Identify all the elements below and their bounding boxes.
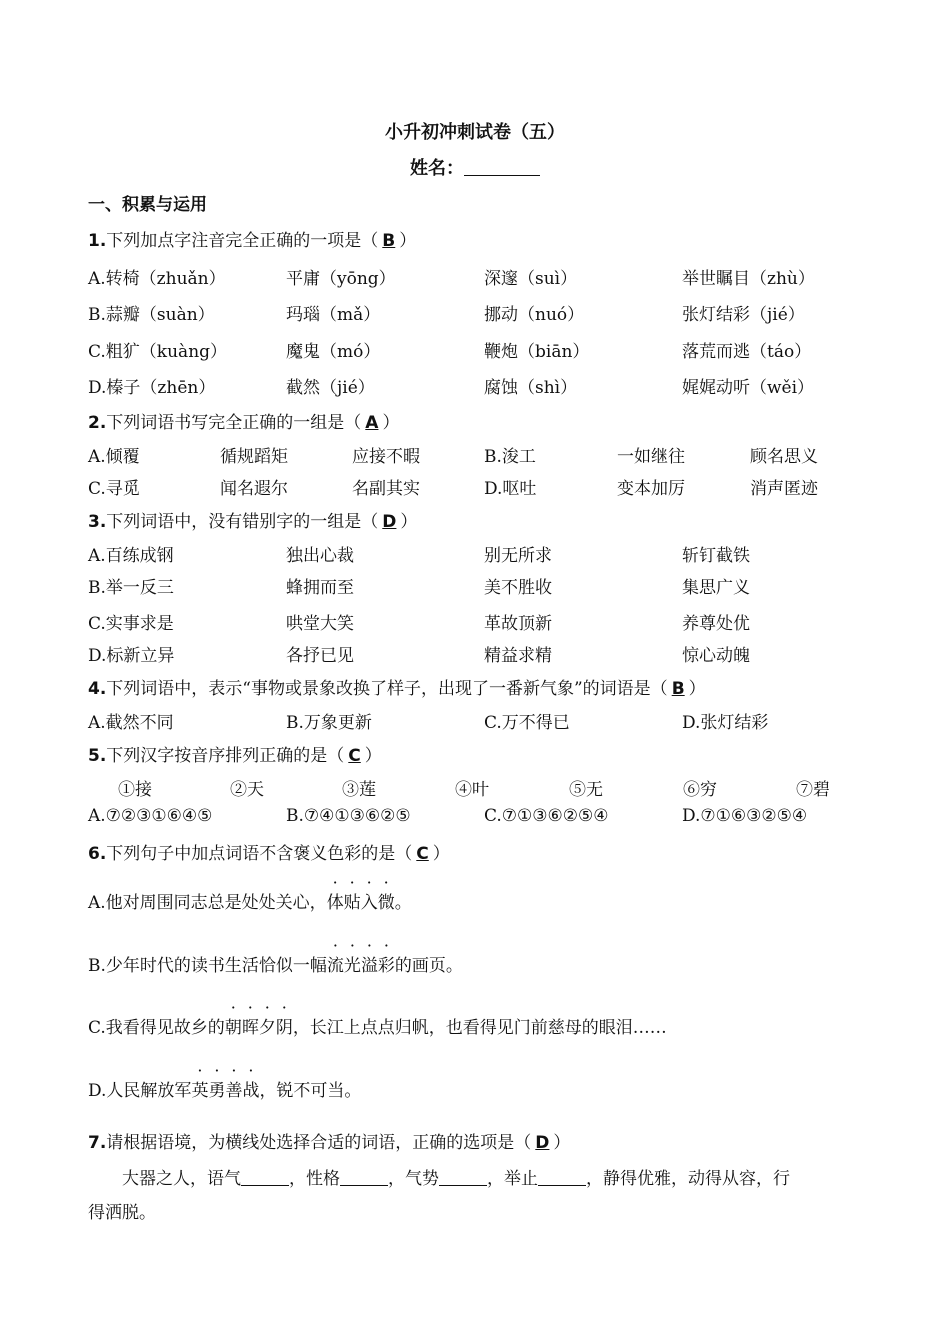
option: 各抒已见 bbox=[286, 646, 354, 666]
option: C.寻觅 bbox=[88, 479, 140, 499]
dotted-char: 溢 bbox=[360, 956, 378, 976]
dotted-char: 体 bbox=[326, 893, 344, 913]
question-text: 下列汉字按音序排列正确的是（ bbox=[106, 746, 345, 766]
question-1 bbox=[88, 226, 416, 251]
option: 截然（jié） bbox=[286, 378, 375, 398]
question-text: 下列加点字注音完全正确的一项是（ bbox=[106, 231, 379, 251]
question-text: 下列词语书写完全正确的一组是（ bbox=[106, 413, 362, 433]
option: A.转椅（zhuǎn） bbox=[88, 269, 226, 289]
fill-blank[interactable] bbox=[439, 1168, 487, 1186]
option: C.万不得已 bbox=[484, 713, 570, 733]
sentence-b: B.少年时代的读书生活恰似一幅流光溢彩的画页。 bbox=[88, 951, 463, 976]
fill-blank[interactable] bbox=[340, 1168, 388, 1186]
option: A.倾覆 bbox=[88, 447, 140, 467]
question-close: ） bbox=[382, 413, 400, 433]
option: 玛瑙（mǎ） bbox=[286, 305, 381, 325]
dotted-char: 夕 bbox=[258, 1018, 276, 1038]
fill-blank[interactable] bbox=[538, 1168, 586, 1186]
answer: C bbox=[416, 844, 429, 864]
option: 顾名思义 bbox=[750, 447, 818, 467]
option: D.张灯结彩 bbox=[682, 713, 769, 733]
option: 集思广义 bbox=[682, 578, 750, 598]
question-close: ） bbox=[553, 1133, 571, 1153]
passage-line-2: 得洒脱。 bbox=[88, 1203, 156, 1223]
option: B.蒜瓣（suàn） bbox=[88, 305, 215, 325]
option: 娓娓动听（wěi） bbox=[682, 378, 815, 398]
dotted-word bbox=[191, 1081, 259, 1101]
question-close: ） bbox=[364, 746, 382, 766]
question-close: ） bbox=[399, 231, 417, 251]
question-5 bbox=[88, 741, 382, 766]
dotted-word bbox=[327, 956, 395, 976]
option: 鞭炮（biān） bbox=[484, 342, 590, 362]
question-number: 2. bbox=[88, 413, 107, 433]
answer: B bbox=[671, 679, 685, 699]
option: 惊心动魄 bbox=[682, 646, 750, 666]
dotted-char: 善 bbox=[225, 1081, 243, 1101]
option: C.⑦①③⑥②⑤④ bbox=[484, 806, 609, 826]
dotted-char: 勇 bbox=[208, 1081, 226, 1101]
option: 哄堂大笑 bbox=[286, 614, 354, 634]
question-text: 下列句子中加点词语不含褒义色彩的是（ bbox=[106, 844, 413, 864]
option: 变本加厉 bbox=[617, 479, 685, 499]
option: A.截然不同 bbox=[88, 713, 174, 733]
char-item: ①接 bbox=[118, 780, 152, 800]
option: 应接不暇 bbox=[352, 447, 420, 467]
dotted-char: 朝 bbox=[224, 1018, 242, 1038]
option: 精益求精 bbox=[484, 646, 552, 666]
option: D.呕吐 bbox=[484, 479, 537, 499]
option: 张灯结彩（jié） bbox=[682, 305, 805, 325]
dotted-char: 贴 bbox=[343, 893, 361, 913]
passage-line-1: 大器之人，语气 ，性格 ，气势 ，举止 ，静得优雅，动得从容，行 bbox=[122, 1169, 790, 1189]
option: 举世瞩目（zhù） bbox=[682, 269, 815, 289]
option: 一如继往 bbox=[617, 447, 685, 467]
option: 美不胜收 bbox=[484, 578, 552, 598]
question-close: ） bbox=[688, 679, 706, 699]
option: B.举一反三 bbox=[88, 578, 174, 598]
question-7 bbox=[88, 1128, 570, 1153]
option: 别无所求 bbox=[484, 546, 552, 566]
dotted-char: 流 bbox=[326, 956, 344, 976]
char-item: ⑤无 bbox=[569, 780, 603, 800]
question-number: 3. bbox=[88, 512, 107, 532]
option: 名副其实 bbox=[352, 479, 420, 499]
question-close: ） bbox=[400, 512, 418, 532]
answer: B bbox=[382, 231, 396, 251]
char-item: ⑥穷 bbox=[683, 780, 717, 800]
option: 深邃（suì） bbox=[484, 269, 578, 289]
option: C.实事求是 bbox=[88, 614, 174, 634]
dotted-word bbox=[225, 1018, 293, 1038]
option: B.⑦④①③⑥②⑤ bbox=[286, 806, 411, 826]
option: 腐蚀（shì） bbox=[484, 378, 578, 398]
question-number: 4. bbox=[88, 679, 107, 699]
question-number: 5. bbox=[88, 746, 107, 766]
dotted-char: 彩 bbox=[377, 956, 395, 976]
question-number: 1. bbox=[88, 231, 107, 251]
option: A.⑦②③①⑥④⑤ bbox=[88, 806, 213, 826]
option: C.粗犷（kuàng） bbox=[88, 342, 228, 362]
dotted-char: 入 bbox=[360, 893, 378, 913]
answer: A bbox=[365, 413, 379, 433]
dotted-char: 微 bbox=[377, 893, 395, 913]
name-blank bbox=[464, 157, 540, 176]
question-number: 6. bbox=[88, 844, 107, 864]
option: 落荒而逃（táo） bbox=[682, 342, 812, 362]
char-item: ④叶 bbox=[455, 780, 489, 800]
question-3 bbox=[88, 507, 417, 532]
option: 平庸（yōng） bbox=[286, 269, 396, 289]
question-text: 下列词语中，没有错别字的一组是（ bbox=[106, 512, 379, 532]
option: 循规蹈矩 bbox=[220, 447, 288, 467]
name-label: 姓名： bbox=[410, 158, 464, 179]
dotted-char: 英 bbox=[191, 1081, 209, 1101]
option: 养尊处优 bbox=[682, 614, 750, 634]
name-field bbox=[0, 154, 950, 180]
char-item: ②天 bbox=[230, 780, 264, 800]
option: B.浚工 bbox=[484, 447, 536, 467]
question-4 bbox=[88, 674, 706, 699]
option: D.⑦①⑥③②⑤④ bbox=[682, 806, 808, 826]
question-2 bbox=[88, 408, 399, 433]
option: 斩钉截铁 bbox=[682, 546, 750, 566]
char-item: ⑦碧 bbox=[796, 780, 830, 800]
question-number: 7. bbox=[88, 1133, 107, 1153]
answer: D bbox=[535, 1133, 550, 1153]
dotted-word bbox=[327, 893, 395, 913]
sentence-d: D.人民解放军英勇善战，锐不可当。 bbox=[88, 1076, 361, 1101]
sentence-c: C.我看得见故乡的朝晖夕阴，长江上点点归帆，也看得见门前慈母的眼泪…… bbox=[88, 1013, 667, 1038]
dotted-char: 晖 bbox=[241, 1018, 259, 1038]
answer: C bbox=[348, 746, 361, 766]
option: 挪动（nuó） bbox=[484, 305, 585, 325]
page-title: 小升初冲刺试卷（五） bbox=[385, 122, 565, 143]
option: 蜂拥而至 bbox=[286, 578, 354, 598]
option: A.百练成钢 bbox=[88, 546, 174, 566]
option: 消声匿迹 bbox=[750, 479, 818, 499]
option: D.标新立异 bbox=[88, 646, 175, 666]
dotted-char: 阴 bbox=[275, 1018, 293, 1038]
option: 闻名遐尔 bbox=[220, 479, 288, 499]
char-item: ③莲 bbox=[342, 780, 376, 800]
question-text: 请根据语境，为横线处选择合适的词语，正确的选项是（ bbox=[106, 1133, 532, 1153]
dotted-char: 战 bbox=[242, 1081, 260, 1101]
sentence-a: A.他对周围同志总是处处关心，体贴入微。 bbox=[88, 888, 412, 913]
option: 独出心裁 bbox=[286, 546, 354, 566]
dotted-char: 光 bbox=[343, 956, 361, 976]
option: 革故顶新 bbox=[484, 614, 552, 634]
question-text: 下列词语中，表示“事物或景象改换了样子，出现了一番新气象”的词语是（ bbox=[106, 679, 668, 699]
option: 魔鬼（mó） bbox=[286, 342, 381, 362]
option: D.榛子（zhēn） bbox=[88, 378, 216, 398]
question-close: ） bbox=[432, 844, 450, 864]
section-heading: 一、积累与运用 bbox=[88, 195, 207, 215]
option: B.万象更新 bbox=[286, 713, 372, 733]
fill-blank[interactable] bbox=[241, 1168, 289, 1186]
answer: D bbox=[382, 512, 397, 532]
question-6 bbox=[88, 839, 450, 864]
